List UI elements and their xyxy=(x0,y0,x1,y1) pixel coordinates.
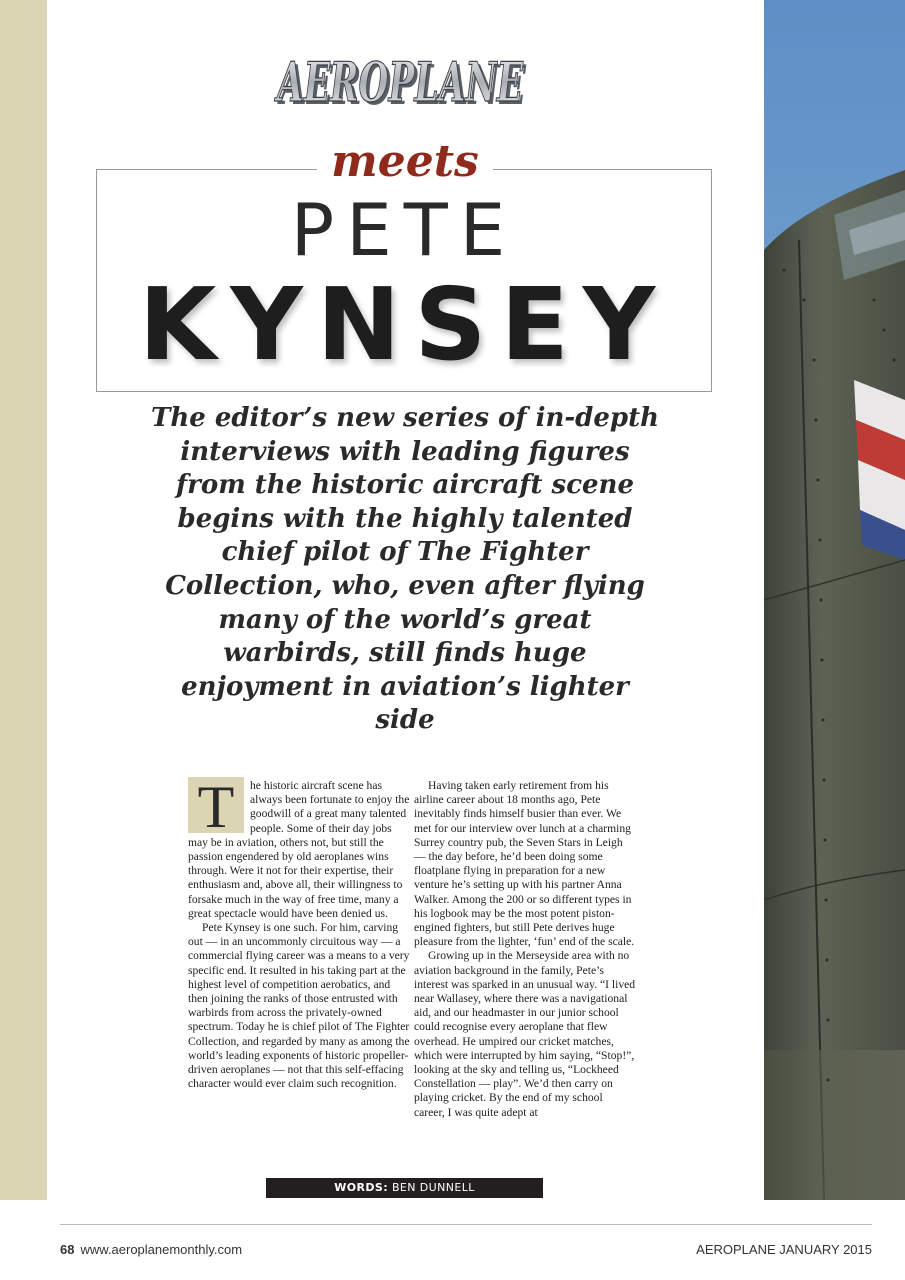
standfirst: The editor’s new series of in-depth interviews with leading figures from the historic aircraft scene begins with the highly talented chief pilot of The Fighter Collection, who, even after flying many of the world’s great warbirds, still finds huge enjoyment in aviation’s lighter side xyxy=(150,403,659,736)
body-column-2 xyxy=(414,779,636,1120)
footer-divider xyxy=(60,1224,872,1225)
page-number: 68 xyxy=(60,1242,75,1257)
body-paragraph: Pete Kynsey is one such. For him, carving out — in an uncommonly circuitous way — a commercial flying career was a means to a very specific end. It resulted in his taking part at the highest level of competition aerobatics, and then joining the ranks of those entrusted with warbirds from across the privately-owned spectrum. Today he is chief pilot of The Fighter Collection, and regarded by many as among the world’s leading exponents of historic propeller-driven aeroplanes — not that this self-effacing character would ever claim such recognition. xyxy=(188,921,410,1091)
first-name-heading: PETE xyxy=(290,188,518,272)
footer-url[interactable]: www.aeroplanemonthly.com xyxy=(80,1242,243,1257)
meets-heading: meets xyxy=(0,136,810,187)
footer-left xyxy=(60,1242,242,1257)
author-credit: WORDS: BEN DUNNELL xyxy=(266,1178,543,1198)
body-paragraph: Having taken early retirement from his airline career about 18 months ago, Pete inevitably finds himself busier than ever. We met for our interview over lunch at a charming Surrey country pub, the Seven Stars in Leigh — the day before, he’d been doing some floatplane flying in preparation for a new venture he’s setting up with his partner Anna Walker. Among the 200 or so different types in his logbook may be the most potent piston-engined fighters, but still Pete derives huge pleasure from the lighter, ‘fun’ end of the scale. xyxy=(414,779,635,949)
body-paragraph: Growing up in the Merseyside area with no aviation background in the family, Pete’s interest was sparked in an unusual way. “I lived near Wallasey, where there was a navigational aid, and our headmaster in our junior school could recognise every aeroplane that flew overhead. He umpired our cricket matches, which were interrupted by him saying, “Stop!”, looking at the sky and telling us, “Lockheed Constellation — play”. We’d then carry on playing cricket. By the end of my school career, I was quite adept at xyxy=(414,949,636,1119)
last-name-heading: KYNSEY xyxy=(138,266,670,383)
footer-issue: AEROPLANE JANUARY 2015 xyxy=(696,1242,872,1257)
body-paragraph: T he historic aircraft scene has always been fortunate to enjoy the goodwill of a great many talented people. Some of their day jobs may be in aviation, others not, but still the passion engendered by old aeroplanes wins through. Were it not for their expertise, their enthusiasm and, above all, their willingness to forsake much in the way of free time, many a great spectacle would have been denied us. xyxy=(188,774,410,920)
aeroplane-masthead-logo xyxy=(272,40,536,136)
drop-cap: T xyxy=(188,777,244,833)
body-column-1 xyxy=(188,774,410,1091)
svg-text:AEROPLANE: AEROPLANE xyxy=(276,53,527,117)
svg-text:AEROPLANE: AEROPLANE xyxy=(273,50,524,114)
